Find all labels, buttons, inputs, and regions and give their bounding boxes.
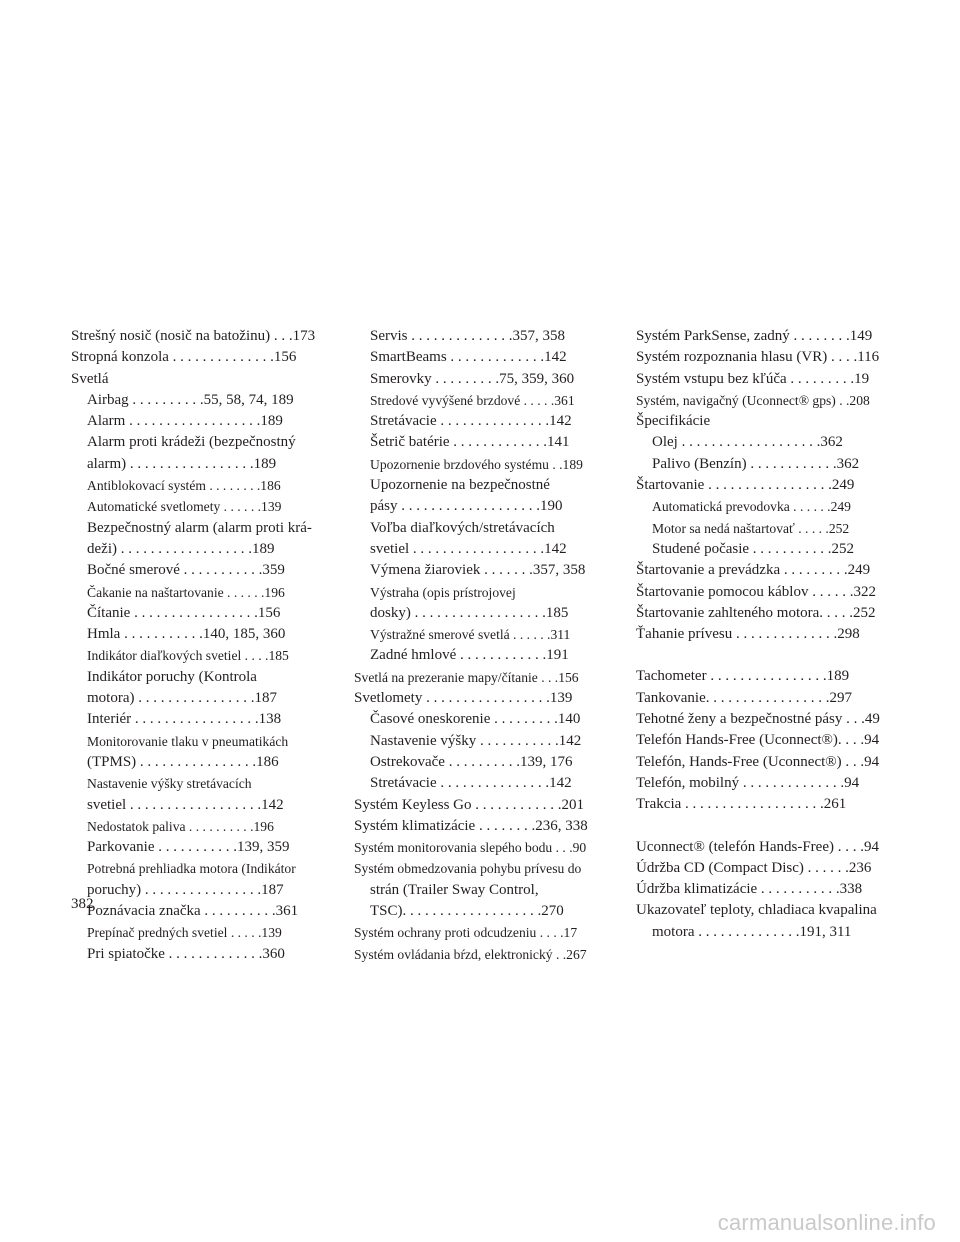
index-entry-text: Smerovky . . . . . . . . .75, 359, 360 [370, 370, 575, 387]
index-entry-text: pásy . . . . . . . . . . . . . . . . . . .190 [370, 498, 563, 515]
index-entry-text: Výmena žiaroviek . . . . . . .357, 358 [370, 562, 586, 579]
index-entry [636, 475, 888, 496]
index-entry-text: Studené počasie . . . . . . . . . . .252 [652, 540, 855, 557]
index-entry-text: Ťahanie prívesu . . . . . . . . . . . . . .298 [636, 626, 860, 643]
index-entry [636, 837, 888, 858]
index-entry-text: Systém ochrany proti odcudzeniu . . . .17 [354, 925, 578, 941]
index-entry-text: Pri spiatočke . . . . . . . . . . . . .360 [87, 945, 285, 962]
index-subentry [71, 582, 323, 603]
index-entry-text: Tachometer . . . . . . . . . . . . . . . .189 [636, 668, 850, 685]
index-subentry [71, 731, 323, 752]
index-entry-text: Interiér . . . . . . . . . . . . . . . . .138 [87, 711, 282, 728]
index-entry-text: Automatické svetlomety . . . . . .139 [87, 499, 282, 515]
index-entry-text: Tehotné ženy a bezpečnostné pásy . . .49 [636, 711, 880, 728]
index-entry-text: Nastavenie výšky stretávacích [87, 776, 252, 792]
index-entry-text: Údržba CD (Compact Disc) . . . . . .236 [636, 859, 872, 876]
index-entry-text: Strešný nosič (nosič na batožinu) . . .173 [71, 328, 316, 344]
index-subentry [71, 795, 323, 816]
index-subentry [71, 667, 323, 688]
index-entry [354, 688, 606, 709]
index-entry [354, 858, 606, 879]
index-subentry [71, 518, 323, 539]
index-entry-text: Trakcia . . . . . . . . . . . . . . . . . . .261 [636, 796, 847, 813]
index-entry-text: Bočné smerové . . . . . . . . . . .359 [87, 562, 285, 579]
index-entry-text: Systém rozpoznania hlasu (VR) . . . .116 [636, 349, 880, 366]
index-entry-text: (TPMS) . . . . . . . . . . . . . . . .186 [87, 753, 279, 770]
index-group-spacer [636, 816, 888, 837]
index-entry [354, 944, 606, 965]
index-entry [636, 730, 888, 751]
index-subentry [71, 411, 323, 432]
index-entry-text: alarm) . . . . . . . . . . . . . . . . .189 [87, 455, 277, 472]
index-entry [636, 390, 888, 411]
index-subentry [354, 390, 606, 411]
index-entry-text: Šetrič batérie . . . . . . . . . . . . .141 [370, 434, 570, 451]
index-subentry [71, 901, 323, 922]
index-subentry [71, 645, 323, 666]
index-entry-text: Stretávacie . . . . . . . . . . . . . . .142 [370, 775, 572, 792]
index-entry-text: deži) . . . . . . . . . . . . . . . . . .189 [87, 540, 275, 557]
index-subentry [354, 326, 606, 347]
index-subentry [71, 560, 323, 581]
index-subentry [71, 475, 323, 496]
index-subentry [636, 539, 888, 560]
index-subentry [354, 624, 606, 645]
index-subentry [71, 539, 323, 560]
index-subentry [354, 645, 606, 666]
index-entry-text: Stredové vyvýšené brzdové . . . . .361 [370, 392, 575, 408]
index-entry-text: Čítanie . . . . . . . . . . . . . . . . .156 [87, 604, 281, 621]
index-entry-text: Svetlomety . . . . . . . . . . . . . . . . .139 [354, 690, 573, 707]
index-subentry [354, 901, 606, 922]
index-entry [636, 900, 888, 921]
page-number: 382 [71, 896, 94, 912]
index-subentry [354, 475, 606, 496]
index-entry-text: Ostrekovače . . . . . . . . . .139, 176 [370, 753, 573, 770]
index-entry [636, 369, 888, 390]
index-entry-text: Telefón, mobilný . . . . . . . . . . . . . .94 [636, 774, 860, 791]
index-entry-text: TSC). . . . . . . . . . . . . . . . . . .270 [370, 903, 564, 920]
index-entry-text: Telefón Hands-Free (Uconnect®). . . .94 [636, 732, 880, 749]
watermark: carmanualsonline.info [717, 1210, 936, 1235]
index-entry-text: motora . . . . . . . . . . . . . .191, 311 [652, 923, 852, 940]
index-entry-text: Systém Keyless Go . . . . . . . . . . . .201 [354, 796, 584, 813]
index-entry [71, 326, 323, 347]
index-subentry [354, 880, 606, 901]
index-entry-text: Voľba diaľkových/stretávacích [370, 519, 555, 536]
index-subentry [354, 496, 606, 517]
index-entry-text: Ukazovateľ teploty, chladiaca kvapalina [636, 902, 877, 919]
index-entry-text: Stropná konzola . . . . . . . . . . . . . .156 [71, 349, 297, 366]
index-entry-text: Systém ParkSense, zadný . . . . . . . .149 [636, 328, 873, 344]
index-entry [636, 858, 888, 879]
index-entry-text: Nastavenie výšky . . . . . . . . . . .142 [370, 732, 582, 749]
index-entry-text: Alarm . . . . . . . . . . . . . . . . . .189 [87, 413, 283, 430]
index-subentry [636, 922, 888, 943]
index-subentry [354, 603, 606, 624]
index-entry [636, 709, 888, 730]
index-entry [636, 560, 888, 581]
index-entry [71, 369, 323, 390]
index-entry-text: Indikátor poruchy (Kontrola [87, 668, 257, 685]
index-entry-text: Výstraha (opis prístrojovej [370, 584, 516, 600]
index-entry-text: Údržba klimatizácie . . . . . . . . . . .338 [636, 881, 863, 898]
index-subentry [354, 560, 606, 581]
index-subentry [636, 496, 888, 517]
index-subentry [354, 432, 606, 453]
index-subentry [71, 880, 323, 901]
index-entry [354, 667, 606, 688]
index-entry [354, 837, 606, 858]
index-subentry [354, 411, 606, 432]
index-subentry [71, 752, 323, 773]
index-entry-text: Poznávacia značka . . . . . . . . . .361 [87, 903, 299, 920]
index-subentry [71, 922, 323, 943]
index-entry-text: Palivo (Benzín) . . . . . . . . . . . .362 [652, 455, 860, 472]
index-entry-text: Alarm proti krádeži (bezpečnostný [87, 434, 296, 451]
index-entry-text: Systém klimatizácie . . . . . . . .236, 338 [354, 817, 588, 834]
index-entry-text: Nedostatok paliva . . . . . . . . . .196 [87, 818, 274, 834]
index-entry-text: Systém monitorovania slepého bodu . . .90 [354, 840, 587, 856]
index-entry-text: Airbag . . . . . . . . . .55, 58, 74, 189 [87, 391, 294, 408]
index-entry [354, 795, 606, 816]
index-entry-text: Bezpečnostný alarm (alarm proti krá- [87, 519, 312, 536]
index-subentry [71, 944, 323, 965]
index-entry-text: Časové oneskorenie . . . . . . . . .140 [370, 711, 581, 728]
index-entry [636, 794, 888, 815]
index-subentry [71, 624, 323, 645]
index-entry [71, 347, 323, 368]
index-entry-text: poruchy) . . . . . . . . . . . . . . . .187 [87, 881, 284, 898]
index-entry-text: Telefón, Hands-Free (Uconnect®) . . .94 [636, 753, 880, 770]
index-subentry [71, 432, 323, 453]
index-entry-text: Prepínač predných svetiel . . . . .139 [87, 925, 282, 941]
index-entry-text: Stretávacie . . . . . . . . . . . . . . .142 [370, 413, 572, 430]
index-entry-text: Antiblokovací systém . . . . . . . .186 [87, 478, 281, 494]
index-entry [354, 816, 606, 837]
index-entry-text: Štartovanie zahlteného motora. . . . .252 [636, 604, 876, 621]
index-column-1 [71, 326, 323, 965]
index-entry-text: Parkovanie . . . . . . . . . . .139, 359 [87, 839, 290, 856]
index-entry-text: Systém vstupu bez kľúča . . . . . . . . .19 [636, 370, 870, 387]
index-entry-text: strán (Trailer Sway Control, [370, 881, 539, 898]
index-entry [636, 752, 888, 773]
index-subentry [71, 858, 323, 879]
index-subentry [71, 454, 323, 475]
index-subentry [71, 496, 323, 517]
index-entry-text: Hmla . . . . . . . . . . .140, 185, 360 [87, 626, 286, 643]
index-subentry [71, 390, 323, 411]
index-subentry [354, 347, 606, 368]
index-entry-text: Olej . . . . . . . . . . . . . . . . . . .362 [652, 434, 843, 451]
index-entry-text: Špecifikácie [636, 413, 711, 430]
index-entry-text: Motor sa nedá naštartovať . . . . .252 [652, 520, 850, 536]
index-subentry [354, 582, 606, 603]
index-subentry [636, 432, 888, 453]
index-entry [636, 688, 888, 709]
index-entry-text: Čakanie na naštartovanie . . . . . .196 [87, 584, 285, 600]
index-entry-text: Upozornenie na bezpečnostné [370, 477, 550, 494]
index-entry [636, 411, 888, 432]
index-entry-text: Potrebná prehliadka motora (Indikátor [87, 861, 296, 877]
index-entry-text: Svetlá [71, 370, 109, 387]
index-entry-text: Tankovanie. . . . . . . . . . . . . . . . .297 [636, 689, 853, 706]
index-entry-text: Zadné hmlové . . . . . . . . . . . .191 [370, 647, 569, 664]
index-entry-text: Systém, navigačný (Uconnect® gps) . .208 [636, 392, 870, 408]
index-entry-text: Štartovanie . . . . . . . . . . . . . . . . .249 [636, 477, 855, 494]
index-subentry [71, 688, 323, 709]
index-entry-text: Automatická prevodovka . . . . . .249 [652, 499, 851, 515]
index-subentry [71, 709, 323, 730]
index-subentry [636, 454, 888, 475]
index-entry [636, 773, 888, 794]
index-entry [354, 922, 606, 943]
index-group-spacer [636, 645, 888, 666]
index-entry-text: SmartBeams . . . . . . . . . . . . .142 [370, 349, 567, 366]
index-entry-text: Uconnect® (telefón Hands-Free) . . . .94 [636, 838, 879, 855]
index-entry [636, 347, 888, 368]
index-subentry [71, 816, 323, 837]
index-entry [636, 879, 888, 900]
index-subentry [354, 752, 606, 773]
index-column-2 [354, 326, 606, 965]
index-entry-text: Systém obmedzovania pohybu prívesu do [354, 861, 582, 877]
index-entry-text: Upozornenie brzdového systému . .189 [370, 456, 583, 472]
index-entry [636, 666, 888, 687]
index-entry [636, 624, 888, 645]
index-subentry [354, 369, 606, 390]
index-entry [636, 603, 888, 624]
index-entry-text: svetiel . . . . . . . . . . . . . . . . . .142 [370, 540, 567, 557]
index-entry-text: motora) . . . . . . . . . . . . . . . .187 [87, 690, 277, 707]
index-subentry [636, 518, 888, 539]
index-entry-text: Výstražné smerové svetlá . . . . . .311 [370, 627, 571, 643]
index-entry [636, 326, 888, 347]
index-entry-text: Štartovanie pomocou káblov . . . . . .322 [636, 583, 876, 600]
index-subentry [354, 731, 606, 752]
index-subentry [354, 773, 606, 794]
index-subentry [354, 454, 606, 475]
index-subentry [354, 539, 606, 560]
index-subentry [71, 837, 323, 858]
index-entry-text: svetiel . . . . . . . . . . . . . . . . . .142 [87, 796, 284, 813]
index-subentry [71, 773, 323, 794]
index-subentry [71, 603, 323, 624]
index-entry-text: Servis . . . . . . . . . . . . . .357, 358 [370, 328, 565, 344]
index-entry-text: Svetlá na prezeranie mapy/čítanie . . .156 [354, 669, 579, 685]
index-subentry [354, 518, 606, 539]
index-entry [636, 582, 888, 603]
index-entry-text: Indikátor diaľkových svetiel . . . .185 [87, 648, 289, 664]
index-entry-text: dosky) . . . . . . . . . . . . . . . . . .185 [370, 604, 569, 621]
index-column-3 [636, 326, 888, 943]
index-entry-text: Monitorovanie tlaku v pneumatikách [87, 733, 289, 749]
index-entry-text: Systém ovládania bŕzd, elektronický . .267 [354, 946, 587, 962]
index-subentry [354, 709, 606, 730]
index-entry-text: Štartovanie a prevádzka . . . . . . . . .249 [636, 562, 871, 579]
